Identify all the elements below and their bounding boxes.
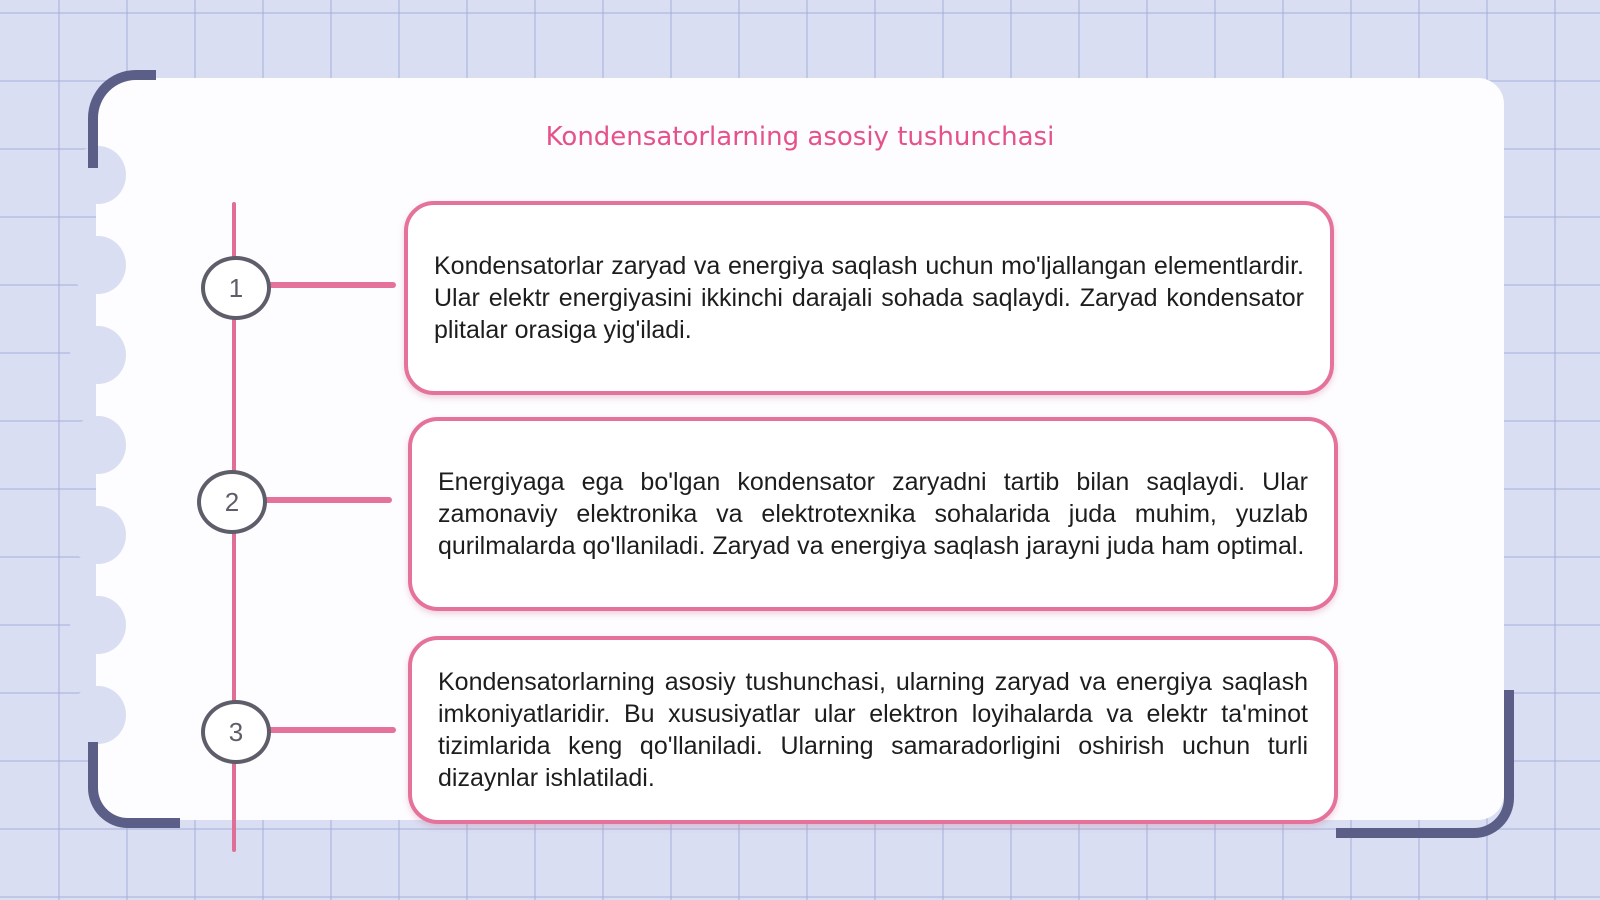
content-text-1: Kondensatorlar zaryad va energiya saqlash uchun mo'ljallangan elementlardir. Ular elektr energiyasini ikkinchi darajali sohada saqlaydi. Zaryad kondensator plitalar orasiga yig'iladi. [434, 252, 1304, 344]
content-text-3: Kondensatorlarning asosiy tushunchasi, ularning zaryad va energiya saqlash imkoniyatlaridir. Bu xususiyatlar ular elektron loyihalarda va elektr ta'minot tizimlarida keng qo'llaniladi. Ularning samaradorligini oshirish uchun turli dizaynlar ishlatiladi. [438, 668, 1308, 792]
page-notch [70, 596, 126, 654]
step-number-3: 3 [201, 700, 271, 764]
timeline-connector [262, 727, 396, 733]
page-notch [70, 236, 126, 294]
content-box-3 [408, 636, 1338, 824]
frame-corner-bottom-right [1336, 690, 1514, 838]
frame-corner-bottom-left [88, 742, 180, 828]
content-text-2: Energiyaga ega bo'lgan kondensator zaryadni tartib bilan saqlaydi. Ular zamonaviy elektronika va elektrotexnika sohalarida juda muhim, yuzlab qurilmalarda qo'llaniladi. Zaryad va energiya saqlash jarayni juda ham optimal. [438, 468, 1308, 560]
slide-title: Kondensatorlarning asosiy tushunchasi [545, 122, 1055, 152]
step-number-2: 2 [197, 470, 267, 534]
frame-corner-top-left [88, 70, 156, 168]
page-notch [70, 506, 126, 564]
content-box-2 [408, 417, 1338, 611]
step-number-1: 1 [201, 256, 271, 320]
content-box-1 [404, 201, 1334, 395]
timeline-connector [258, 497, 392, 503]
page-notch [70, 416, 126, 474]
page-notch [70, 686, 126, 744]
page-notch [70, 326, 126, 384]
timeline-connector [262, 282, 396, 288]
